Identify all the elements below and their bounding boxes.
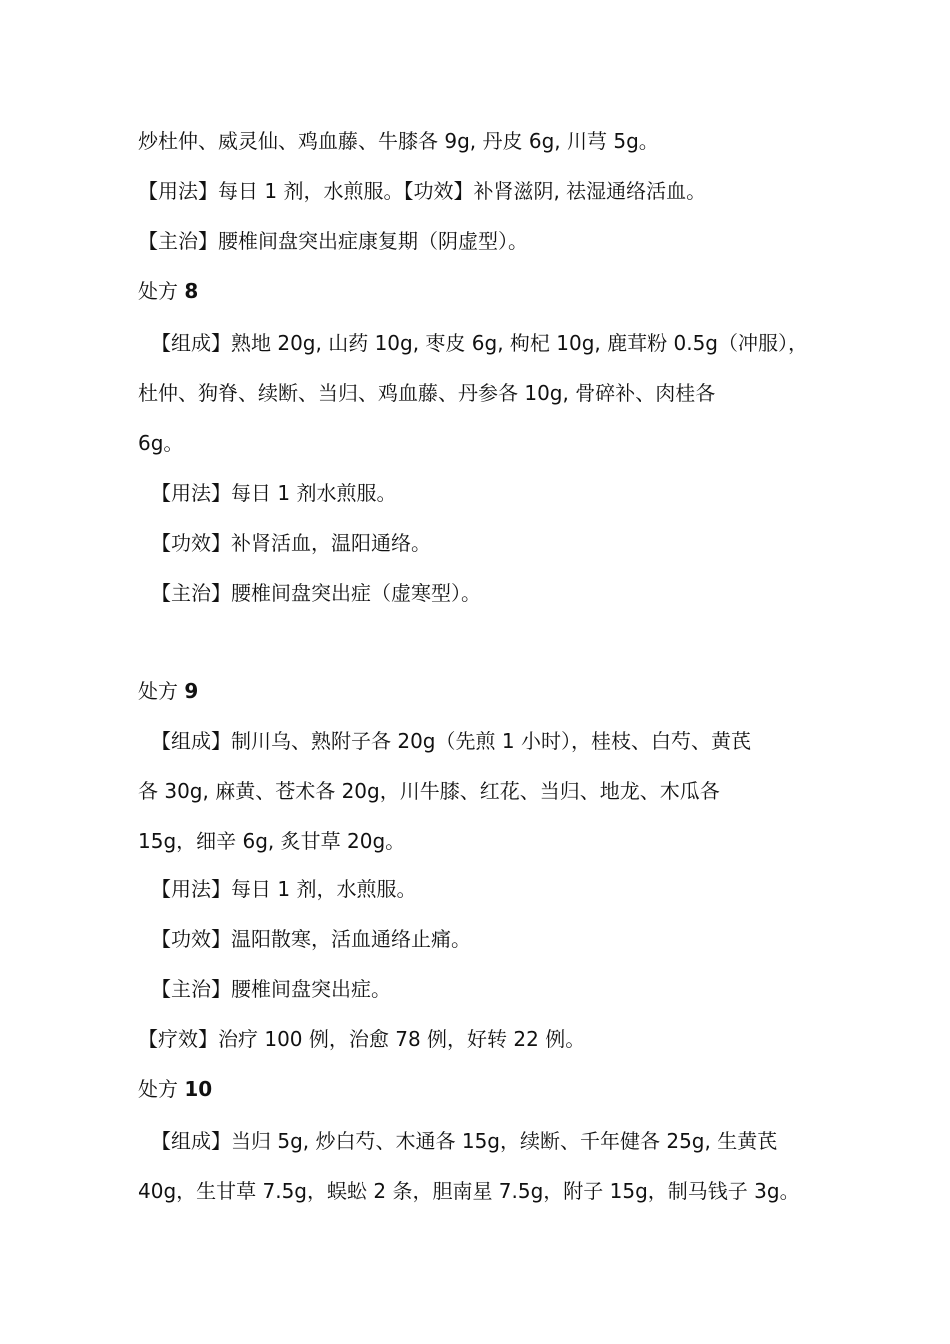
heading-label: 处方 <box>138 679 178 703</box>
text-line: 【组成】熟地 20g, 山药 10g, 枣皮 6g, 枸杞 10g, 鹿茸粉 0.5g（冲服）， <box>151 331 809 355</box>
text-line: 【主治】腰椎间盘突出症康复期（阴虚型）。 <box>138 229 528 253</box>
text-line: 【用法】每日 1 剂，水煎服。 <box>151 877 417 901</box>
text-line: 炒杜仲、威灵仙、鸡血藤、牛膝各 9g, 丹皮 6g, 川芎 5g。 <box>138 129 659 153</box>
text-line: 【组成】制川乌、熟附子各 20g（先煎 1 小时），桂枝、白芍、黄芪 <box>151 729 751 753</box>
prescription-heading-8 <box>138 278 828 304</box>
text-line: 杜仲、狗脊、续断、当归、鸡血藤、丹参各 10g, 骨碎补、肉桂各 <box>138 381 716 405</box>
text-line: 15g，细辛 6g, 炙甘草 20g。 <box>138 829 406 853</box>
text-line: 40g，生甘草 7.5g，蜈蚣 2 条，胆南星 7.5g，附子 15g，制马钱子 3g。 <box>138 1179 800 1203</box>
text-line: 【用法】每日 1 剂，水煎服。【功效】补肾滋阴, 祛湿通络活血。 <box>138 179 707 203</box>
heading-label: 处方 <box>138 279 178 303</box>
prescription-heading-10 <box>138 1076 828 1102</box>
heading-label: 处方 <box>138 1077 178 1101</box>
heading-number: 8 <box>184 279 199 303</box>
text-line: 各 30g, 麻黄、苍术各 20g，川牛膝、红花、当归、地龙、木瓜各 <box>138 779 720 803</box>
heading-number: 9 <box>184 679 199 703</box>
text-line: 【主治】腰椎间盘突出症。 <box>151 977 391 1001</box>
text-line: 【功效】温阳散寒，活血通络止痛。 <box>151 927 471 951</box>
text-line: 【组成】当归 5g, 炒白芍、木通各 15g，续断、千年健各 25g, 生黄芪 <box>151 1129 778 1153</box>
text-line: 【主治】腰椎间盘突出症（虚寒型）。 <box>151 581 481 605</box>
prescription-heading-9 <box>138 678 828 704</box>
text-line: 【用法】每日 1 剂水煎服。 <box>151 481 397 505</box>
text-line: 【疗效】治疗 100 例，治愈 78 例，好转 22 例。 <box>138 1027 586 1051</box>
heading-number: 10 <box>184 1077 213 1101</box>
text-line: 6g。 <box>138 431 184 455</box>
text-line: 【功效】补肾活血，温阳通络。 <box>151 531 431 555</box>
